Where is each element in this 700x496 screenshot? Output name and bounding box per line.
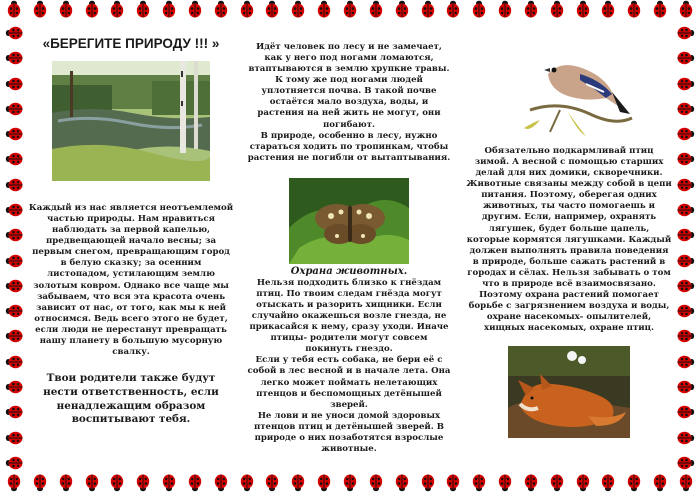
ladybug-icon [161,0,177,22]
ladybug-icon [6,226,22,244]
ladybug-icon [445,474,461,496]
ladybug-icon [678,277,694,295]
ladybug-icon [6,474,22,496]
ladybug-icon [6,201,22,219]
ladybug-icon [678,252,694,270]
ladybug-icon [6,75,22,93]
forest-pond-icon [52,61,210,181]
ladybug-icon [290,0,306,22]
ladybug-icon [6,24,22,42]
ladybug-icon [109,0,125,22]
nests-paragraph: Нельзя подходить близко к гнёздам птиц. По твоим следам гнёзда могут отыскать и разорить хищники. Если случайно окажешься возле гнезда, не прикасайся к нему, сразу уходи. Иначе птицы- родители могут совсем покинуть гнездо. [249,277,449,355]
ladybug-icon [213,474,229,496]
animal-protection-subtitle: Охрана животных. [290,265,408,277]
ladybug-icon [678,454,694,472]
jay-bird-icon [520,40,640,140]
ladybug-icon [368,474,384,496]
ladybug-icon [626,474,642,496]
ladybug-icon [678,226,694,244]
butterfly-icon [289,178,409,264]
ladybug-border-bottom [0,474,700,496]
ladybug-icon [678,302,694,320]
ladybug-icon [523,0,539,22]
dog-paragraph: Если у тебя есть собака, не бери её с собой в лес весной и в начале лета. Она легко может поймать нелетающих птенцов и беспомощных детёнышей зверей. [247,355,451,410]
ladybug-icon [600,0,616,22]
ladybug-icon [678,429,694,447]
ladybug-icon [678,201,694,219]
ladybug-icon [6,454,22,472]
ladybug-icon [6,277,22,295]
right-panel [466,36,672,460]
ladybug-icon [420,0,436,22]
ladybug-icon [678,24,694,42]
ladybug-icon [497,474,513,496]
ladybug-icon [6,176,22,194]
ladybug-icon [6,302,22,320]
ladybug-icon [187,474,203,496]
ladybug-icon [678,49,694,67]
ladybug-icon [678,327,694,345]
ladybug-icon [84,474,100,496]
ladybug-icon [652,0,668,22]
fox-icon [508,346,630,438]
ladybug-border-right [675,22,697,474]
ladybug-icon [84,0,100,22]
ladybug-icon [471,474,487,496]
ladybug-icon [6,378,22,396]
ladybug-icon [264,0,280,22]
intro-paragraph: Каждый из нас является неотъемлемой частью природы. Нам нравиться наблюдать за первой капелью, предвещающей начало весны; за первым снегом, превращающим город в белую сказку; за осенним листопадом, устилающим землю золотым ковром. Однако все чаще мы забываем, что вся эта красота очень зависит от нас, от того, как мы к ней относимся. Ведь всего этого не будет, если люди не перестанут превращать нашу планету в большую мусорную свалку. [28,203,234,358]
ladybug-icon [6,0,22,22]
ladybug-icon [678,353,694,371]
ladybug-icon [678,125,694,143]
ladybug-icon [32,0,48,22]
paths-paragraph: В природе, особенно в лесу, нужно стараться ходить по тропинкам, чтобы растения не погибли от вытаптывания. [247,130,451,163]
ladybug-icon [316,474,332,496]
ladybug-icon [213,0,229,22]
ladybug-icon [368,0,384,22]
ladybug-icon [575,474,591,496]
ladybug-icon [264,474,280,496]
ladybug-icon [6,429,22,447]
ladybug-icon [6,327,22,345]
ladybug-icon [6,49,22,67]
ladybug-icon [135,0,151,22]
ladybug-border-top [0,0,700,22]
ladybug-icon [6,252,22,270]
ladybug-icon [394,0,410,22]
ladybug-icon [6,403,22,421]
ladybug-icon [6,353,22,371]
chicks-paragraph: Не лови и не уноси домой здоровых птенцов птиц и детёнышей зверей. В природе о них позаботятся взрослые животные. [253,410,445,455]
ladybug-icon [58,474,74,496]
ladybug-icon [161,474,177,496]
ladybug-icon [6,100,22,118]
middle-panel [246,42,452,460]
ladybug-icon [342,0,358,22]
ladybug-border-left [3,22,25,474]
ladybug-icon [445,0,461,22]
ladybug-icon [58,0,74,22]
ladybug-icon [239,474,255,496]
ladybug-icon [549,0,565,22]
left-panel [28,36,234,460]
ladybug-icon [678,100,694,118]
ladybug-icon [678,176,694,194]
ladybug-icon [678,378,694,396]
ladybug-icon [32,474,48,496]
ladybug-icon [6,125,22,143]
ladybug-icon [420,474,436,496]
page-title: «БЕРЕГИТЕ ПРИРОДУ !!! » [42,36,220,51]
ladybug-icon [316,0,332,22]
ladybug-icon [678,403,694,421]
ladybug-icon [135,474,151,496]
ladybug-icon [523,474,539,496]
ladybug-icon [678,75,694,93]
ladybug-icon [600,474,616,496]
ladybug-icon [575,0,591,22]
ladybug-icon [342,474,358,496]
ladybug-icon [626,0,642,22]
ladybug-icon [6,150,22,168]
trampling-paragraph: Идёт человек по лесу и не замечает, как у него под ногами ломаются, втаптываются в землю хрупкие травы. К тому же под ногами людей уплотняется почва. В такой почве остаётся мало воздуха, воды, и растения на ней жить не могут, они погибают. [248,42,450,130]
ladybug-icon [109,474,125,496]
ladybug-icon [497,0,513,22]
ladybug-icon [290,474,306,496]
ladybug-icon [187,0,203,22]
ladybug-icon [678,0,694,22]
ladybug-icon [394,474,410,496]
parents-paragraph: Твои родители также будут нести ответственность, если ненадлежащим образом воспитывают тебя. [43,372,219,426]
ladybug-icon [652,474,668,496]
ladybug-icon [471,0,487,22]
ladybug-icon [678,474,694,496]
ladybug-icon [549,474,565,496]
feeding-birds-paragraph: Обязательно подкармливай птиц зимой. А весной с помощью старших делай для них домики, скворечники. Животные связаны между собой в цепи питания. Поэтому, оберегая одних животных, ты часто помогаешь и другим. Если, например, охранять лягушек, будет больше цапель, которые кормятся лягушками. Каждый должен выполнять правила поведения в природе, больше сажать растений в городах и сёлах. Нельзя забывать о том что в природе всё взаимосвязано. Поэтому охрана растений помогает борьбе с загрязнением воздуха и воды, охране насекомых- опылителей, хищных насекомых, охране птиц. [466,146,672,334]
ladybug-icon [678,150,694,168]
ladybug-icon [239,0,255,22]
